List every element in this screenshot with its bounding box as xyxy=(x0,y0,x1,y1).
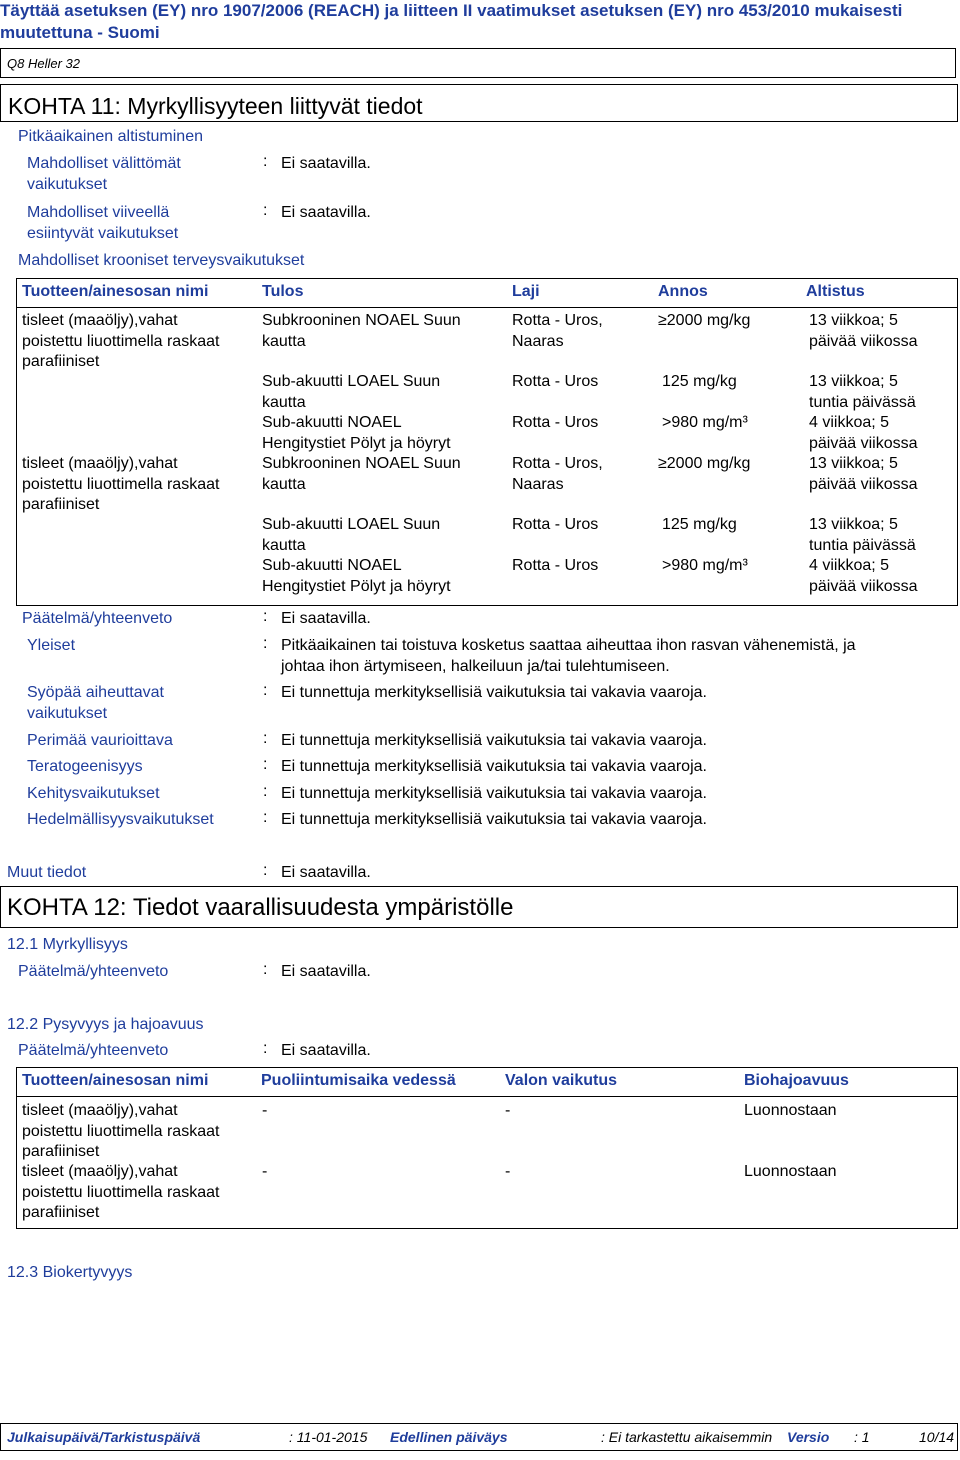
species-cell xyxy=(512,454,603,495)
exposure-line: tuntia päivässä xyxy=(809,393,916,411)
colon: : xyxy=(263,756,268,773)
species-line: Naaras xyxy=(512,475,564,493)
delayed-effects-label-line1: Mahdolliset viiveellä xyxy=(27,204,170,221)
species-line: Rotta - Uros, xyxy=(512,455,603,472)
result-line: Sub-akuutti NOAEL xyxy=(262,557,402,574)
colon: : xyxy=(263,608,268,625)
species-line: Naaras xyxy=(512,332,564,350)
footer-version-value: : 1 xyxy=(854,1429,870,1445)
species-cell: Rotta - Uros xyxy=(512,414,599,431)
result-line: Sub-akuutti LOAEL Suun xyxy=(262,516,441,533)
subsection-12-3: 12.3 Biokertyvyys xyxy=(7,1264,133,1281)
chronic-effects-heading: Mahdolliset krooniset terveysvaikutukset xyxy=(18,252,305,269)
colon: : xyxy=(263,783,268,800)
result-cell xyxy=(262,372,440,413)
bio-cell: Luonnostaan xyxy=(744,1163,837,1180)
result-cell xyxy=(262,413,451,454)
carcinogenic-label-line: Syöpää aiheuttavat xyxy=(27,684,164,701)
footer-pub-label: Julkaisupäivä/Tarkistuspäivä xyxy=(7,1429,201,1445)
substance-name xyxy=(22,311,219,373)
table-header-exposure: Altistus xyxy=(806,283,865,300)
substance-name xyxy=(22,1101,219,1163)
result-cell xyxy=(262,311,461,352)
general-value-line: Pitkäaikainen tai toistuva kosketus saattaa aiheuttaa ihon rasvan vähenemistä, ja xyxy=(281,637,856,654)
conclusion-label: Päätelmä/yhteenveto xyxy=(22,610,173,627)
general-value xyxy=(281,635,856,677)
footer-version-label: Versio xyxy=(787,1429,830,1445)
immediate-effects-value: Ei saatavilla. xyxy=(281,155,371,172)
mutagenic-value: Ei tunnettuja merkityksellisiä vaikutuksia tai vakavia vaaroja. xyxy=(281,732,707,749)
colon: : xyxy=(263,862,268,879)
exposure-line: tuntia päivässä xyxy=(809,536,916,554)
general-value-line: johtaa ihon ärtymiseen, halkeiluun ja/tai tulehtumiseen. xyxy=(281,658,670,675)
document-header-title: Täyttää asetuksen (EY) nro 1907/2006 (REACH) ja liitteen II vaatimukset asetuksen (EY) nro 453/2010 mukaisesti muutettuna - Suomi xyxy=(0,1,903,42)
immediate-effects-label-line1: Mahdolliset välittömät xyxy=(27,155,181,172)
persistence-header-name: Tuotteen/ainesosan nimi xyxy=(22,1072,209,1089)
exposure-line: päivää viikossa xyxy=(809,434,918,452)
developmental-value: Ei tunnettuja merkityksellisiä vaikutuksia tai vakavia vaaroja. xyxy=(281,785,707,802)
result-line: Hengitystiet Pölyt ja höyryt xyxy=(262,434,451,452)
carcinogenic-label-line: vaikutukset xyxy=(27,705,108,722)
half-life-cell: - xyxy=(262,1163,268,1180)
substance-name-line: parafiiniset xyxy=(22,1204,100,1221)
result-line: Sub-akuutti LOAEL Suun xyxy=(262,373,441,390)
colon: : xyxy=(263,682,268,699)
exposure-cell xyxy=(809,454,918,495)
result-cell xyxy=(262,454,461,495)
persistence-header-bio: Biohajoavuus xyxy=(744,1072,849,1089)
exposure-cell xyxy=(809,556,918,597)
teratogenic-value: Ei tunnettuja merkityksellisiä vaikutuksia tai vakavia vaaroja. xyxy=(281,758,707,775)
species-cell: Rotta - Uros xyxy=(512,516,599,533)
persistence-header-light: Valon vaikutus xyxy=(505,1072,618,1089)
section-12-heading-box xyxy=(0,886,958,928)
footer-prev-label: Edellinen päiväys xyxy=(390,1429,508,1445)
species-line: Rotta - Uros, xyxy=(512,312,603,329)
exposure-line: 13 viikkoa; 5 xyxy=(809,312,898,329)
light-cell: - xyxy=(505,1163,511,1180)
table-header-result: Tulos xyxy=(262,283,304,300)
carcinogenic-label xyxy=(27,682,164,724)
substance-name xyxy=(22,454,219,516)
delayed-effects-label xyxy=(27,202,178,244)
exposure-line: 4 viikkoa; 5 xyxy=(809,414,890,431)
developmental-label: Kehitysvaikutukset xyxy=(27,785,160,802)
dose-cell: 125 mg/kg xyxy=(662,516,737,533)
substance-name-line: poistettu liuottimella raskaat xyxy=(22,475,220,493)
long-term-exposure-heading: Pitkäaikainen altistuminen xyxy=(18,128,203,145)
species-cell xyxy=(512,311,603,352)
other-info-label: Muut tiedot xyxy=(7,864,87,881)
dose-cell: ≥2000 mg/kg xyxy=(658,455,751,472)
exposure-line: päivää viikossa xyxy=(809,475,918,493)
exposure-line: 13 viikkoa; 5 xyxy=(809,455,898,472)
result-line: kautta xyxy=(262,332,306,350)
substance-name-line: tisleet (maaöljy),vahat xyxy=(22,312,178,329)
dose-cell: >980 mg/m³ xyxy=(662,414,748,431)
table-header-species: Laji xyxy=(512,283,540,300)
substance-name-line: parafiiniset xyxy=(22,496,100,513)
immediate-effects-label xyxy=(27,153,181,195)
result-line: kautta xyxy=(262,475,306,493)
colon: : xyxy=(263,153,268,170)
result-line: Sub-akuutti NOAEL xyxy=(262,414,402,431)
colon: : xyxy=(263,635,268,652)
substance-name xyxy=(22,1162,219,1224)
footer-prev-value: : Ei tarkastettu aikaisemmin xyxy=(601,1429,773,1445)
fertility-value: Ei tunnettuja merkityksellisiä vaikutuksia tai vakavia vaaroja. xyxy=(281,811,707,828)
dose-cell: ≥2000 mg/kg xyxy=(658,312,751,329)
colon: : xyxy=(263,809,268,826)
exposure-line: 4 viikkoa; 5 xyxy=(809,557,890,574)
section-12-title: KOHTA 12: Tiedot vaarallisuudesta ympäristölle xyxy=(7,894,514,921)
general-label: Yleiset xyxy=(27,637,76,654)
colon: : xyxy=(263,202,268,219)
result-line: kautta xyxy=(262,536,306,554)
species-cell: Rotta - Uros xyxy=(512,557,599,574)
exposure-cell xyxy=(809,311,918,352)
product-name: Q8 Heller 32 xyxy=(7,56,80,71)
substance-name-line: poistettu liuottimella raskaat xyxy=(22,1183,220,1201)
result-cell xyxy=(262,556,451,597)
bio-cell: Luonnostaan xyxy=(744,1102,837,1119)
section-11-heading-box xyxy=(0,84,958,122)
substance-name-line: parafiiniset xyxy=(22,1143,100,1160)
persistence-header-half-life: Puoliintumisaika vedessä xyxy=(261,1072,456,1089)
colon: : xyxy=(263,1040,268,1057)
result-line: Subkrooninen NOAEL Suun xyxy=(262,312,461,329)
carcinogenic-value: Ei tunnettuja merkityksellisiä vaikutuksia tai vakavia vaaroja. xyxy=(281,684,707,701)
exposure-line: päivää viikossa xyxy=(809,332,918,350)
table-header-divider xyxy=(16,307,958,308)
colon: : xyxy=(263,730,268,747)
footer-page-number: 10/14 xyxy=(919,1429,955,1445)
other-info-value: Ei saatavilla. xyxy=(281,864,371,881)
s122-conclusion-value: Ei saatavilla. xyxy=(281,1042,371,1059)
dose-cell: >980 mg/m³ xyxy=(662,557,748,574)
light-cell: - xyxy=(505,1102,511,1119)
immediate-effects-label-line2: vaikutukset xyxy=(27,176,108,193)
teratogenic-label: Teratogeenisyys xyxy=(27,758,143,775)
result-line: Subkrooninen NOAEL Suun xyxy=(262,455,461,472)
result-line: Hengitystiet Pölyt ja höyryt xyxy=(262,577,451,595)
fertility-label: Hedelmällisyysvaikutukset xyxy=(27,811,214,828)
table-header-name: Tuotteen/ainesosan nimi xyxy=(22,283,209,300)
substance-name-line: tisleet (maaöljy),vahat xyxy=(22,1102,178,1119)
mutagenic-label: Perimää vaurioittava xyxy=(27,732,173,749)
delayed-effects-label-line2: esiintyvät vaikutukset xyxy=(27,225,179,242)
exposure-line: päivää viikossa xyxy=(809,577,918,595)
section-11-title: KOHTA 11: Myrkyllisyyteen liittyvät tiedot xyxy=(8,93,423,119)
table-header-divider xyxy=(16,1096,958,1097)
exposure-cell xyxy=(809,372,916,413)
substance-name-line: tisleet (maaöljy),vahat xyxy=(22,1163,178,1180)
result-line: kautta xyxy=(262,393,306,411)
s121-conclusion-label: Päätelmä/yhteenveto xyxy=(18,963,169,980)
substance-name-line: poistettu liuottimella raskaat xyxy=(22,332,220,350)
exposure-line: 13 viikkoa; 5 xyxy=(809,373,898,390)
conclusion-value: Ei saatavilla. xyxy=(281,610,371,627)
subsection-12-1: 12.1 Myrkyllisyys xyxy=(7,936,128,953)
species-cell: Rotta - Uros xyxy=(512,373,599,390)
half-life-cell: - xyxy=(262,1102,268,1119)
exposure-cell xyxy=(809,413,918,454)
s121-conclusion-value: Ei saatavilla. xyxy=(281,963,371,980)
colon: : xyxy=(263,961,268,978)
subsection-12-2: 12.2 Pysyvyys ja hajoavuus xyxy=(7,1016,204,1033)
table-header-dose: Annos xyxy=(658,283,708,300)
footer-pub-value: : 11-01-2015 xyxy=(289,1429,368,1445)
dose-cell: 125 mg/kg xyxy=(662,373,737,390)
exposure-line: 13 viikkoa; 5 xyxy=(809,516,898,533)
result-cell xyxy=(262,515,440,556)
product-name-box xyxy=(0,48,956,78)
exposure-cell xyxy=(809,515,916,556)
substance-name-line: poistettu liuottimella raskaat xyxy=(22,1122,220,1140)
s122-conclusion-label: Päätelmä/yhteenveto xyxy=(18,1042,169,1059)
page-footer xyxy=(0,1423,958,1451)
substance-name-line: parafiiniset xyxy=(22,353,100,370)
delayed-effects-value: Ei saatavilla. xyxy=(281,204,371,221)
substance-name-line: tisleet (maaöljy),vahat xyxy=(22,455,178,472)
